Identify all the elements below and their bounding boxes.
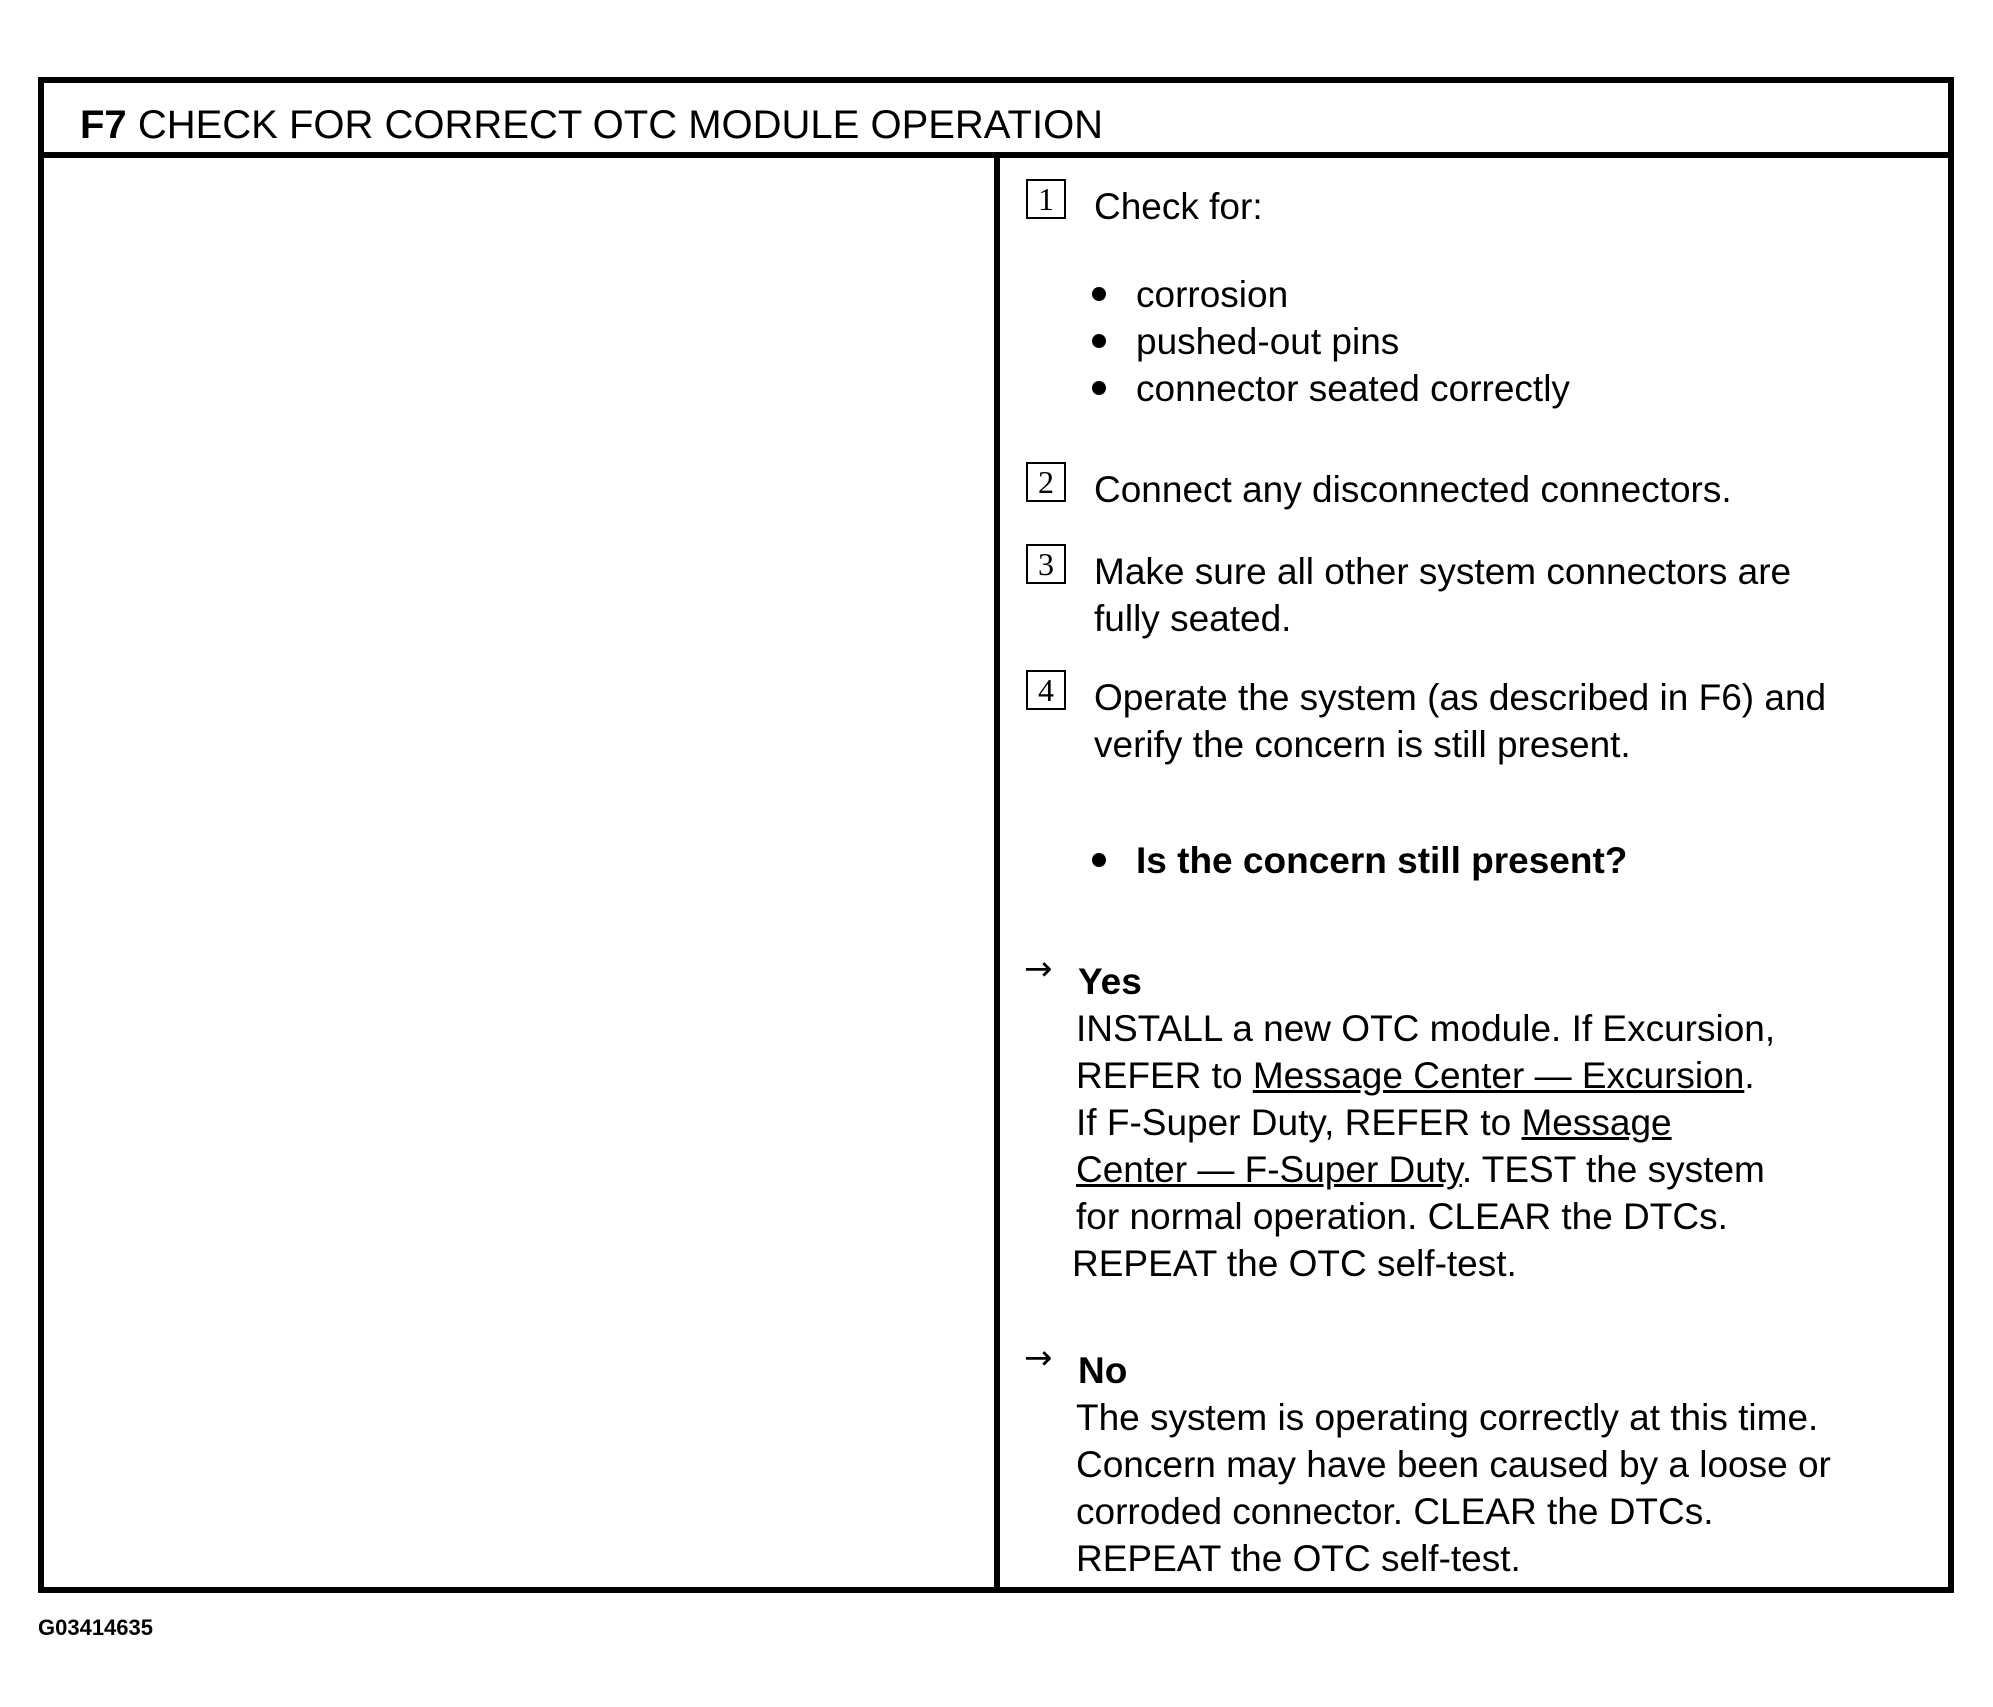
no-text: The system is operating correctly at this time. [1076,1397,1819,1438]
step-text: fully seated. [1094,598,1292,639]
step-text: Operate the system (as described in F6) and [1094,677,1827,718]
instructions-panel [1000,158,1948,1587]
step-text: Connect any disconnected connectors. [1094,469,1732,510]
procedure-table [38,77,1954,1593]
bullet-icon [1092,334,1106,348]
step-text: Check for: [1094,186,1263,227]
bullet-icon [1092,381,1106,395]
figure-id: G03414635 [38,1615,153,1640]
yes-text: for normal operation. CLEAR the DTCs. [1076,1196,1728,1237]
table-header [44,83,1948,158]
illustration-panel [44,158,1000,1587]
no-text: corroded connector. CLEAR the DTCs. [1076,1491,1714,1532]
step-number-box: 4 [1026,670,1066,710]
no-text: Concern may have been caused by a loose or [1076,1444,1831,1485]
page-title [80,103,1103,147]
arrow-right-icon: → [1024,1338,1053,1378]
step-text: Make sure all other system connectors are [1094,551,1792,592]
bullet-icon [1092,853,1106,867]
super-duty-link[interactable]: Center — F-Super Duty [1076,1149,1462,1190]
step-title: CHECK FOR CORRECT OTC MODULE OPERATION [137,103,1104,147]
no-label: No [1078,1350,1128,1391]
question-text: Is the concern still present? [1136,840,1628,881]
step-number-box: 2 [1026,462,1066,502]
yes-text: REFER to Message Center — Excursion. [1076,1055,1755,1096]
super-duty-link[interactable]: Message [1521,1102,1672,1143]
step-text: verify the concern is still present. [1094,724,1631,765]
no-text: REPEAT the OTC self-test. [1076,1538,1521,1579]
step-number-box: 1 [1026,179,1066,219]
step-number-box: 3 [1026,544,1066,584]
yes-label: Yes [1078,961,1142,1002]
check-item: connector seated correctly [1136,368,1570,409]
yes-text: Center — F-Super Duty. TEST the system [1076,1149,1765,1190]
check-item: pushed-out pins [1136,321,1400,362]
step-code: F7 [80,103,127,147]
yes-text: REPEAT the OTC self-test. [1072,1243,1517,1284]
yes-text: If F-Super Duty, REFER to Message [1076,1102,1672,1143]
bullet-icon [1092,287,1106,301]
yes-text: INSTALL a new OTC module. If Excursion, [1076,1008,1776,1049]
excursion-link[interactable]: Message Center — Excursion [1252,1055,1745,1096]
check-item: corrosion [1136,274,1289,315]
arrow-right-icon: → [1024,949,1053,989]
